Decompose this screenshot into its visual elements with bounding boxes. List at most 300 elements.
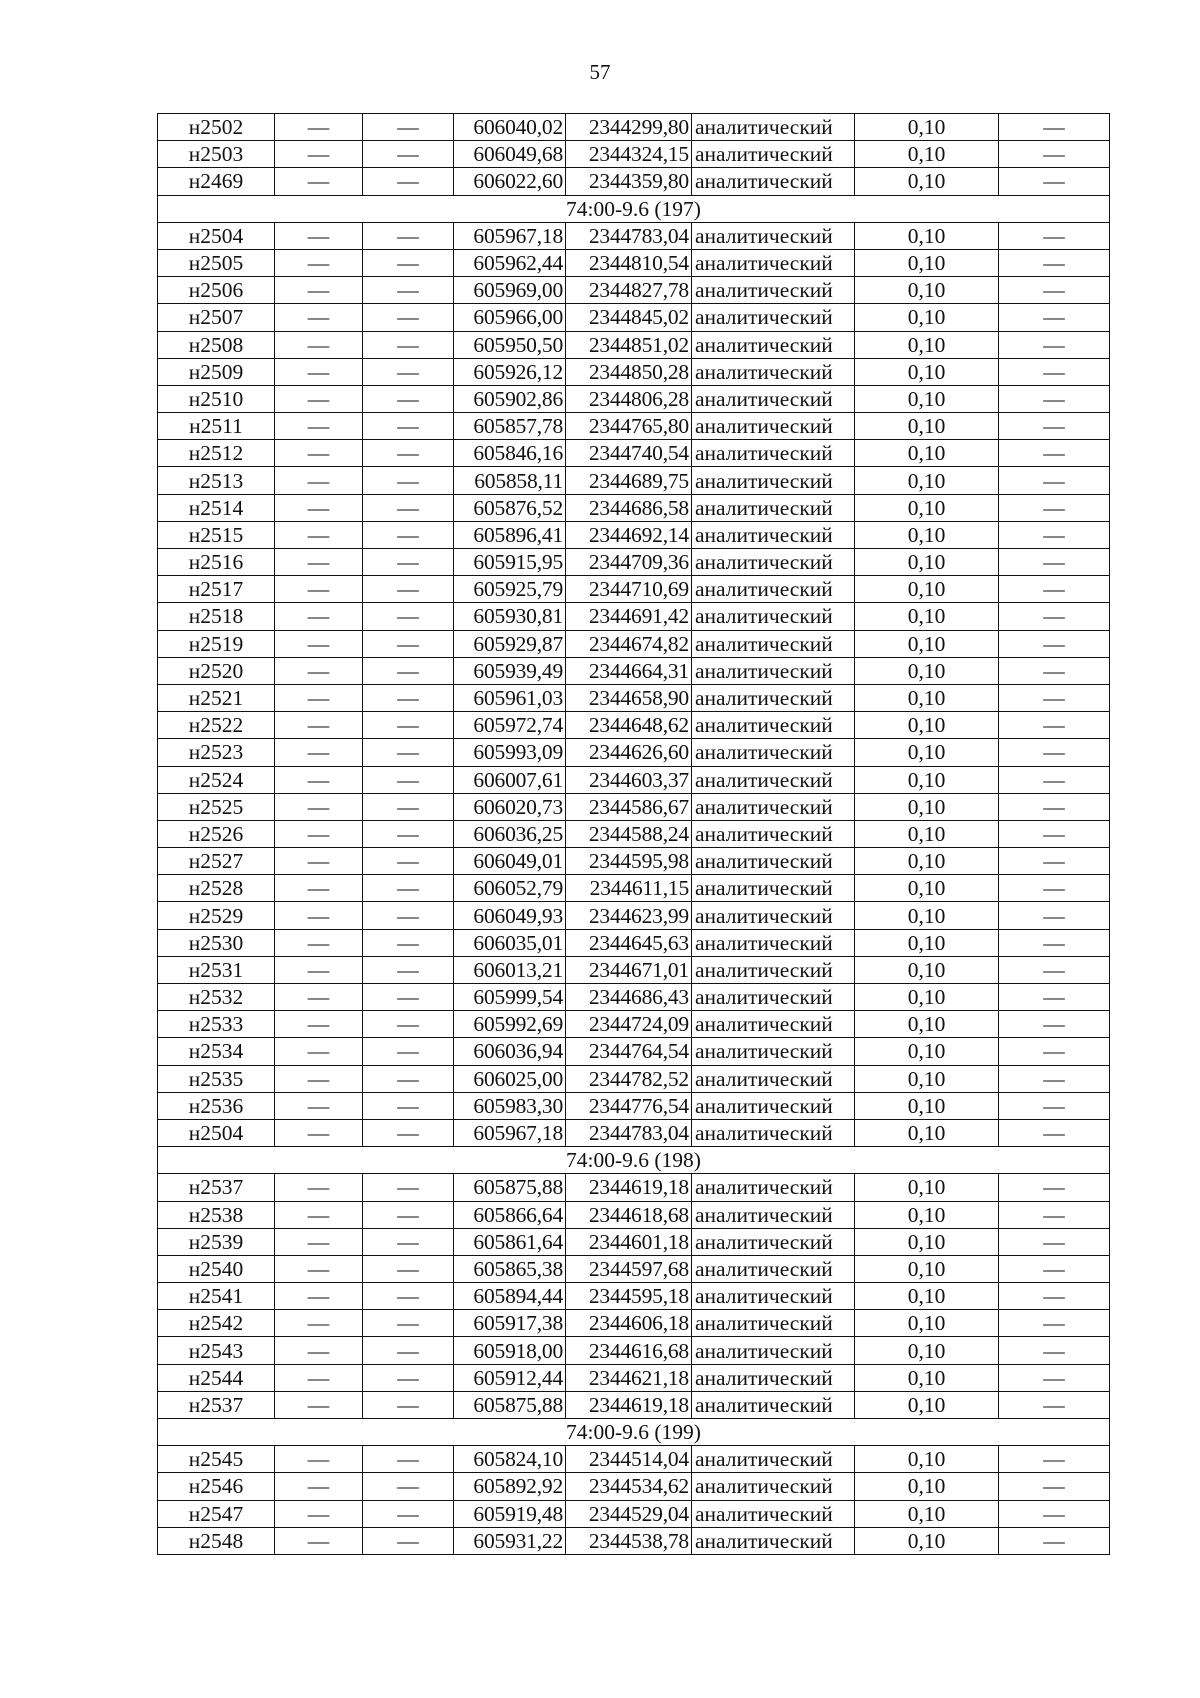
point-name-cell: н2529 xyxy=(158,902,275,929)
dash-cell: — xyxy=(275,820,363,847)
y-coordinate-cell: 2344692,14 xyxy=(566,521,692,548)
point-name-cell: н2526 xyxy=(158,820,275,847)
method-cell: аналитический xyxy=(692,739,855,766)
x-coordinate-cell: 605967,18 xyxy=(454,1119,566,1146)
point-name-cell: н2511 xyxy=(158,413,275,440)
table-row xyxy=(158,1500,1110,1527)
y-coordinate-cell: 2344671,01 xyxy=(566,956,692,983)
table-row xyxy=(158,277,1110,304)
point-name-cell: н2540 xyxy=(158,1255,275,1282)
table-row xyxy=(158,576,1110,603)
dash-cell: — xyxy=(999,1446,1110,1473)
point-name-cell: н2505 xyxy=(158,249,275,276)
x-coordinate-cell: 605967,18 xyxy=(454,222,566,249)
dash-cell: — xyxy=(999,1337,1110,1364)
dash-cell: — xyxy=(275,358,363,385)
table-row xyxy=(158,331,1110,358)
x-coordinate-cell: 605865,38 xyxy=(454,1255,566,1282)
dash-cell: — xyxy=(275,1473,363,1500)
method-cell: аналитический xyxy=(692,1500,855,1527)
method-cell: аналитический xyxy=(692,1119,855,1146)
accuracy-cell: 0,10 xyxy=(855,684,999,711)
x-coordinate-cell: 605902,86 xyxy=(454,385,566,412)
dash-cell: — xyxy=(363,929,454,956)
accuracy-cell: 0,10 xyxy=(855,1446,999,1473)
table-row xyxy=(158,820,1110,847)
x-coordinate-cell: 606040,02 xyxy=(454,114,566,141)
point-name-cell: н2507 xyxy=(158,304,275,331)
accuracy-cell: 0,10 xyxy=(855,1065,999,1092)
dash-cell: — xyxy=(363,1473,454,1500)
table-row xyxy=(158,413,1110,440)
dash-cell: — xyxy=(999,1283,1110,1310)
method-cell: аналитический xyxy=(692,549,855,576)
point-name-cell: н2510 xyxy=(158,385,275,412)
method-cell: аналитический xyxy=(692,1255,855,1282)
dash-cell: — xyxy=(363,576,454,603)
dash-cell: — xyxy=(999,168,1110,195)
y-coordinate-cell: 2344827,78 xyxy=(566,277,692,304)
accuracy-cell: 0,10 xyxy=(855,1228,999,1255)
y-coordinate-cell: 2344595,18 xyxy=(566,1283,692,1310)
method-cell: аналитический xyxy=(692,440,855,467)
dash-cell: — xyxy=(275,331,363,358)
y-coordinate-cell: 2344648,62 xyxy=(566,712,692,739)
method-cell: аналитический xyxy=(692,1283,855,1310)
x-coordinate-cell: 606035,01 xyxy=(454,929,566,956)
dash-cell: — xyxy=(363,304,454,331)
accuracy-cell: 0,10 xyxy=(855,1038,999,1065)
dash-cell: — xyxy=(999,956,1110,983)
y-coordinate-cell: 2344618,68 xyxy=(566,1201,692,1228)
point-name-cell: н2547 xyxy=(158,1500,275,1527)
y-coordinate-cell: 2344597,68 xyxy=(566,1255,692,1282)
y-coordinate-cell: 2344783,04 xyxy=(566,222,692,249)
point-name-cell: н2523 xyxy=(158,739,275,766)
dash-cell: — xyxy=(363,1174,454,1201)
dash-cell: — xyxy=(363,848,454,875)
table-row xyxy=(158,984,1110,1011)
y-coordinate-cell: 2344601,18 xyxy=(566,1228,692,1255)
method-cell: аналитический xyxy=(692,1527,855,1554)
accuracy-cell: 0,10 xyxy=(855,630,999,657)
dash-cell: — xyxy=(275,249,363,276)
method-cell: аналитический xyxy=(692,1092,855,1119)
dash-cell: — xyxy=(363,630,454,657)
table-row xyxy=(158,848,1110,875)
table-row xyxy=(158,114,1110,141)
accuracy-cell: 0,10 xyxy=(855,793,999,820)
method-cell: аналитический xyxy=(692,684,855,711)
accuracy-cell: 0,10 xyxy=(855,576,999,603)
method-cell: аналитический xyxy=(692,1228,855,1255)
dash-cell: — xyxy=(275,1065,363,1092)
point-name-cell: н2524 xyxy=(158,766,275,793)
dash-cell: — xyxy=(275,521,363,548)
dash-cell: — xyxy=(999,984,1110,1011)
accuracy-cell: 0,10 xyxy=(855,1283,999,1310)
dash-cell: — xyxy=(275,168,363,195)
y-coordinate-cell: 2344595,98 xyxy=(566,848,692,875)
method-cell: аналитический xyxy=(692,657,855,684)
table-row xyxy=(158,603,1110,630)
method-cell: аналитический xyxy=(692,494,855,521)
accuracy-cell: 0,10 xyxy=(855,1473,999,1500)
section-heading: 74:00-9.6 (198) xyxy=(158,1147,1110,1174)
method-cell: аналитический xyxy=(692,1446,855,1473)
point-name-cell: н2516 xyxy=(158,549,275,576)
dash-cell: — xyxy=(999,1310,1110,1337)
table-row xyxy=(158,1011,1110,1038)
dash-cell: — xyxy=(275,385,363,412)
dash-cell: — xyxy=(999,603,1110,630)
method-cell: аналитический xyxy=(692,222,855,249)
dash-cell: — xyxy=(999,657,1110,684)
y-coordinate-cell: 2344626,60 xyxy=(566,739,692,766)
dash-cell: — xyxy=(275,413,363,440)
dash-cell: — xyxy=(275,277,363,304)
accuracy-cell: 0,10 xyxy=(855,929,999,956)
dash-cell: — xyxy=(363,1011,454,1038)
method-cell: аналитический xyxy=(692,712,855,739)
point-name-cell: н2536 xyxy=(158,1092,275,1119)
dash-cell: — xyxy=(363,739,454,766)
x-coordinate-cell: 605993,09 xyxy=(454,739,566,766)
dash-cell: — xyxy=(275,1119,363,1146)
y-coordinate-cell: 2344529,04 xyxy=(566,1500,692,1527)
accuracy-cell: 0,10 xyxy=(855,1364,999,1391)
dash-cell: — xyxy=(363,684,454,711)
dash-cell: — xyxy=(999,141,1110,168)
method-cell: аналитический xyxy=(692,956,855,983)
x-coordinate-cell: 605992,69 xyxy=(454,1011,566,1038)
y-coordinate-cell: 2344299,80 xyxy=(566,114,692,141)
dash-cell: — xyxy=(999,304,1110,331)
dash-cell: — xyxy=(999,875,1110,902)
dash-cell: — xyxy=(999,249,1110,276)
point-name-cell: н2538 xyxy=(158,1201,275,1228)
x-coordinate-cell: 605892,92 xyxy=(454,1473,566,1500)
method-cell: аналитический xyxy=(692,168,855,195)
dash-cell: — xyxy=(363,1337,454,1364)
accuracy-cell: 0,10 xyxy=(855,739,999,766)
method-cell: аналитический xyxy=(692,603,855,630)
table-row xyxy=(158,657,1110,684)
method-cell: аналитический xyxy=(692,331,855,358)
point-name-cell: н2521 xyxy=(158,684,275,711)
dash-cell: — xyxy=(275,222,363,249)
dash-cell: — xyxy=(363,1038,454,1065)
point-name-cell: н2544 xyxy=(158,1364,275,1391)
dash-cell: — xyxy=(275,684,363,711)
dash-cell: — xyxy=(275,1364,363,1391)
point-name-cell: н2515 xyxy=(158,521,275,548)
x-coordinate-cell: 605915,95 xyxy=(454,549,566,576)
x-coordinate-cell: 605917,38 xyxy=(454,1310,566,1337)
dash-cell: — xyxy=(999,331,1110,358)
dash-cell: — xyxy=(275,848,363,875)
table-row xyxy=(158,358,1110,385)
point-name-cell: н2506 xyxy=(158,277,275,304)
point-name-cell: н2528 xyxy=(158,875,275,902)
point-name-cell: н2503 xyxy=(158,141,275,168)
point-name-cell: н2513 xyxy=(158,467,275,494)
method-cell: аналитический xyxy=(692,277,855,304)
dash-cell: — xyxy=(999,1092,1110,1119)
y-coordinate-cell: 2344619,18 xyxy=(566,1391,692,1418)
accuracy-cell: 0,10 xyxy=(855,984,999,1011)
table-row xyxy=(158,1119,1110,1146)
dash-cell: — xyxy=(999,467,1110,494)
x-coordinate-cell: 605876,52 xyxy=(454,494,566,521)
accuracy-cell: 0,10 xyxy=(855,114,999,141)
dash-cell: — xyxy=(275,1500,363,1527)
table-row xyxy=(158,712,1110,739)
accuracy-cell: 0,10 xyxy=(855,358,999,385)
x-coordinate-cell: 605857,78 xyxy=(454,413,566,440)
dash-cell: — xyxy=(275,793,363,820)
point-name-cell: н2535 xyxy=(158,1065,275,1092)
dash-cell: — xyxy=(999,766,1110,793)
accuracy-cell: 0,10 xyxy=(855,1255,999,1282)
table-row xyxy=(158,1038,1110,1065)
dash-cell: — xyxy=(999,114,1110,141)
method-cell: аналитический xyxy=(692,467,855,494)
table-row xyxy=(158,1283,1110,1310)
dash-cell: — xyxy=(363,1500,454,1527)
accuracy-cell: 0,10 xyxy=(855,712,999,739)
dash-cell: — xyxy=(363,440,454,467)
dash-cell: — xyxy=(999,576,1110,603)
accuracy-cell: 0,10 xyxy=(855,875,999,902)
point-name-cell: н2519 xyxy=(158,630,275,657)
dash-cell: — xyxy=(999,712,1110,739)
method-cell: аналитический xyxy=(692,576,855,603)
dash-cell: — xyxy=(999,1473,1110,1500)
y-coordinate-cell: 2344616,68 xyxy=(566,1337,692,1364)
x-coordinate-cell: 606049,01 xyxy=(454,848,566,875)
dash-cell: — xyxy=(363,793,454,820)
x-coordinate-cell: 606052,79 xyxy=(454,875,566,902)
dash-cell: — xyxy=(999,739,1110,766)
x-coordinate-cell: 605939,49 xyxy=(454,657,566,684)
dash-cell: — xyxy=(275,1391,363,1418)
x-coordinate-cell: 606036,25 xyxy=(454,820,566,847)
y-coordinate-cell: 2344674,82 xyxy=(566,630,692,657)
x-coordinate-cell: 605999,54 xyxy=(454,984,566,1011)
y-coordinate-cell: 2344710,69 xyxy=(566,576,692,603)
accuracy-cell: 0,10 xyxy=(855,304,999,331)
accuracy-cell: 0,10 xyxy=(855,956,999,983)
accuracy-cell: 0,10 xyxy=(855,1119,999,1146)
x-coordinate-cell: 605950,50 xyxy=(454,331,566,358)
accuracy-cell: 0,10 xyxy=(855,657,999,684)
point-name-cell: н2518 xyxy=(158,603,275,630)
section-heading: 74:00-9.6 (197) xyxy=(158,195,1110,222)
x-coordinate-cell: 606013,21 xyxy=(454,956,566,983)
dash-cell: — xyxy=(363,521,454,548)
coordinates-table-body xyxy=(158,114,1110,1555)
point-name-cell: н2542 xyxy=(158,1310,275,1337)
dash-cell: — xyxy=(999,222,1110,249)
point-name-cell: н2546 xyxy=(158,1473,275,1500)
dash-cell: — xyxy=(363,114,454,141)
x-coordinate-cell: 605931,22 xyxy=(454,1527,566,1554)
y-coordinate-cell: 2344850,28 xyxy=(566,358,692,385)
accuracy-cell: 0,10 xyxy=(855,249,999,276)
table-row xyxy=(158,902,1110,929)
x-coordinate-cell: 606049,93 xyxy=(454,902,566,929)
dash-cell: — xyxy=(275,603,363,630)
accuracy-cell: 0,10 xyxy=(855,1092,999,1119)
dash-cell: — xyxy=(363,549,454,576)
method-cell: аналитический xyxy=(692,114,855,141)
x-coordinate-cell: 605824,10 xyxy=(454,1446,566,1473)
method-cell: аналитический xyxy=(692,304,855,331)
method-cell: аналитический xyxy=(692,413,855,440)
point-name-cell: н2530 xyxy=(158,929,275,956)
y-coordinate-cell: 2344691,42 xyxy=(566,603,692,630)
dash-cell: — xyxy=(275,929,363,956)
dash-cell: — xyxy=(275,739,363,766)
dash-cell: — xyxy=(999,793,1110,820)
dash-cell: — xyxy=(363,657,454,684)
accuracy-cell: 0,10 xyxy=(855,1391,999,1418)
y-coordinate-cell: 2344740,54 xyxy=(566,440,692,467)
dash-cell: — xyxy=(363,249,454,276)
dash-cell: — xyxy=(275,1174,363,1201)
table-row xyxy=(158,440,1110,467)
table-row xyxy=(158,1446,1110,1473)
y-coordinate-cell: 2344359,80 xyxy=(566,168,692,195)
y-coordinate-cell: 2344806,28 xyxy=(566,385,692,412)
y-coordinate-cell: 2344623,99 xyxy=(566,902,692,929)
x-coordinate-cell: 606049,68 xyxy=(454,141,566,168)
dash-cell: — xyxy=(999,1065,1110,1092)
dash-cell: — xyxy=(363,1228,454,1255)
point-name-cell: н2533 xyxy=(158,1011,275,1038)
x-coordinate-cell: 605875,88 xyxy=(454,1391,566,1418)
table-row xyxy=(158,1201,1110,1228)
dash-cell: — xyxy=(275,304,363,331)
table-row xyxy=(158,549,1110,576)
x-coordinate-cell: 605925,79 xyxy=(454,576,566,603)
method-cell: аналитический xyxy=(692,521,855,548)
point-name-cell: н2512 xyxy=(158,440,275,467)
y-coordinate-cell: 2344810,54 xyxy=(566,249,692,276)
accuracy-cell: 0,10 xyxy=(855,1201,999,1228)
x-coordinate-cell: 606022,60 xyxy=(454,168,566,195)
point-name-cell: н2527 xyxy=(158,848,275,875)
y-coordinate-cell: 2344611,15 xyxy=(566,875,692,902)
x-coordinate-cell: 605866,64 xyxy=(454,1201,566,1228)
method-cell: аналитический xyxy=(692,1391,855,1418)
dash-cell: — xyxy=(363,712,454,739)
y-coordinate-cell: 2344621,18 xyxy=(566,1364,692,1391)
table-row xyxy=(158,467,1110,494)
method-cell: аналитический xyxy=(692,984,855,1011)
y-coordinate-cell: 2344534,62 xyxy=(566,1473,692,1500)
table-row xyxy=(158,1092,1110,1119)
dash-cell: — xyxy=(275,1527,363,1554)
y-coordinate-cell: 2344765,80 xyxy=(566,413,692,440)
y-coordinate-cell: 2344538,78 xyxy=(566,1527,692,1554)
method-cell: аналитический xyxy=(692,1473,855,1500)
table-row xyxy=(158,1255,1110,1282)
dash-cell: — xyxy=(275,1201,363,1228)
dash-cell: — xyxy=(999,549,1110,576)
table-row xyxy=(158,168,1110,195)
section-heading: 74:00-9.6 (199) xyxy=(158,1419,1110,1446)
point-name-cell: н2537 xyxy=(158,1391,275,1418)
table-row xyxy=(158,249,1110,276)
dash-cell: — xyxy=(363,494,454,521)
dash-cell: — xyxy=(275,1446,363,1473)
table-row xyxy=(158,739,1110,766)
accuracy-cell: 0,10 xyxy=(855,440,999,467)
dash-cell: — xyxy=(275,549,363,576)
point-name-cell: н2469 xyxy=(158,168,275,195)
point-name-cell: н2520 xyxy=(158,657,275,684)
accuracy-cell: 0,10 xyxy=(855,603,999,630)
dash-cell: — xyxy=(275,657,363,684)
accuracy-cell: 0,10 xyxy=(855,1011,999,1038)
dash-cell: — xyxy=(363,766,454,793)
y-coordinate-cell: 2344606,18 xyxy=(566,1310,692,1337)
dash-cell: — xyxy=(999,902,1110,929)
accuracy-cell: 0,10 xyxy=(855,1310,999,1337)
dash-cell: — xyxy=(999,1527,1110,1554)
dash-cell: — xyxy=(363,385,454,412)
table-row xyxy=(158,956,1110,983)
dash-cell: — xyxy=(363,413,454,440)
point-name-cell: н2543 xyxy=(158,1337,275,1364)
dash-cell: — xyxy=(999,848,1110,875)
y-coordinate-cell: 2344686,58 xyxy=(566,494,692,521)
dash-cell: — xyxy=(999,521,1110,548)
table-row xyxy=(158,793,1110,820)
accuracy-cell: 0,10 xyxy=(855,413,999,440)
accuracy-cell: 0,10 xyxy=(855,1527,999,1554)
y-coordinate-cell: 2344586,67 xyxy=(566,793,692,820)
method-cell: аналитический xyxy=(692,1174,855,1201)
dash-cell: — xyxy=(275,1011,363,1038)
accuracy-cell: 0,10 xyxy=(855,277,999,304)
x-coordinate-cell: 605962,44 xyxy=(454,249,566,276)
table-row xyxy=(158,1065,1110,1092)
dash-cell: — xyxy=(999,1174,1110,1201)
accuracy-cell: 0,10 xyxy=(855,141,999,168)
x-coordinate-cell: 605919,48 xyxy=(454,1500,566,1527)
y-coordinate-cell: 2344845,02 xyxy=(566,304,692,331)
dash-cell: — xyxy=(275,1228,363,1255)
dash-cell: — xyxy=(999,929,1110,956)
table-row xyxy=(158,141,1110,168)
dash-cell: — xyxy=(999,1119,1110,1146)
method-cell: аналитический xyxy=(692,902,855,929)
table-row xyxy=(158,875,1110,902)
x-coordinate-cell: 606025,00 xyxy=(454,1065,566,1092)
dash-cell: — xyxy=(275,576,363,603)
x-coordinate-cell: 605846,16 xyxy=(454,440,566,467)
table-row xyxy=(158,1337,1110,1364)
accuracy-cell: 0,10 xyxy=(855,168,999,195)
accuracy-cell: 0,10 xyxy=(855,222,999,249)
y-coordinate-cell: 2344658,90 xyxy=(566,684,692,711)
y-coordinate-cell: 2344782,52 xyxy=(566,1065,692,1092)
dash-cell: — xyxy=(999,684,1110,711)
dash-cell: — xyxy=(275,494,363,521)
